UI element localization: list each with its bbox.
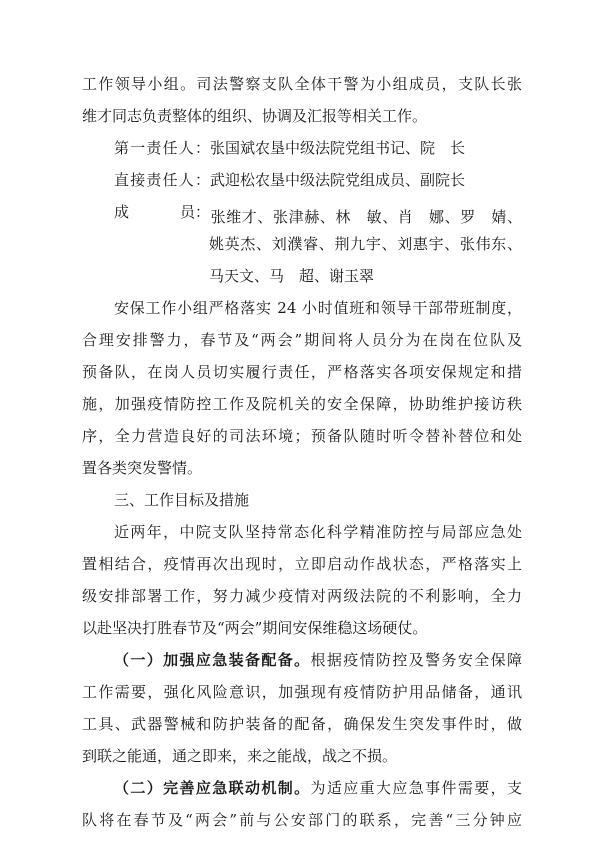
paragraph-line: 工作需要，强化风险意识，加强现有疫情防护用品储备，通讯	[82, 683, 522, 701]
paragraph-line: 到联之能通，通之即来，来之能战，战之不损。	[82, 747, 398, 765]
paragraph-line: 合理安排警力，春节及“两会”期间将人员分为在岗在位队及	[82, 331, 522, 349]
paragraph-line: 施，加强疫情防控工作及院机关的安全保障，协助维护接访秩	[82, 395, 522, 413]
members-list-line: 马天文、马 超、谢玉翠	[209, 267, 375, 285]
role-value: 张国斌农垦中级法院党组书记、院 长	[210, 139, 466, 157]
role-value: 武迎松农垦中级法院党组成员、副院长	[210, 171, 466, 189]
members-line	[114, 202, 522, 227]
paragraph-line: 预备队，在岗人员切实履行责任，严格落实各项安保规定和措	[82, 363, 522, 381]
role-label: 第一责任人：	[114, 139, 210, 157]
paragraph-text: 根据疫情防控及警务安全保障	[310, 651, 522, 669]
direct-responsible-line	[114, 170, 522, 190]
paragraph-line: 以赴坚决打胜春节及“两会”期间安保维稳这场硬仗。	[82, 619, 428, 637]
paragraph-line: 置各类突发警情。	[82, 459, 203, 477]
paragraph-line: 工具、武器警械和防护装备的配备，确保发生突发事件时，做	[82, 715, 522, 733]
paragraph-line: 工作领导小组。司法警察支队全体干警为小组成员，支队长张	[82, 75, 522, 93]
section-heading: 三、工作目标及措施	[114, 491, 250, 509]
paragraph-line	[114, 650, 522, 670]
role-label: 直接责任人：	[114, 171, 210, 189]
members-label: 成 员：	[114, 203, 210, 221]
paragraph-line: 队将在春节及“两会”前与公安部门的联系，完善“三分钟应	[82, 811, 522, 829]
paragraph-line: 近两年，中院支队坚持常态化科学精准防控与局部应急处	[114, 523, 522, 541]
paragraph-line	[114, 778, 522, 798]
subheading-bold: （二）完善应急联动机制。	[114, 779, 311, 797]
members-list: 张维才、张津赫、林 敏、肖 娜、罗 婧、	[210, 208, 522, 226]
subheading-bold: （一）加强应急装备配备。	[114, 651, 311, 669]
paragraph-line: 维才同志负责整体的组织、协调及汇报等相关工作。	[82, 107, 428, 125]
members-list-line: 姚英杰、刘濮睿、荆九宇、刘惠宇、张伟东、	[209, 235, 522, 253]
paragraph-line: 序，全力营造良好的司法环境；预备队随时听令替补替位和处	[82, 427, 522, 445]
first-responsible-line	[114, 138, 522, 158]
paragraph-line: 级安排部署工作，努力减少疫情对两级法院的不利影响，全力	[82, 587, 522, 605]
paragraph-line: 安保工作小组严格落实 24 小时值班和领导干部带班制度，	[114, 299, 522, 317]
paragraph-line: 置相结合，疫情再次出现时，立即启动作战状态，严格落实上	[82, 555, 522, 573]
paragraph-text: 为适应重大应急事件需要，支	[310, 779, 522, 797]
